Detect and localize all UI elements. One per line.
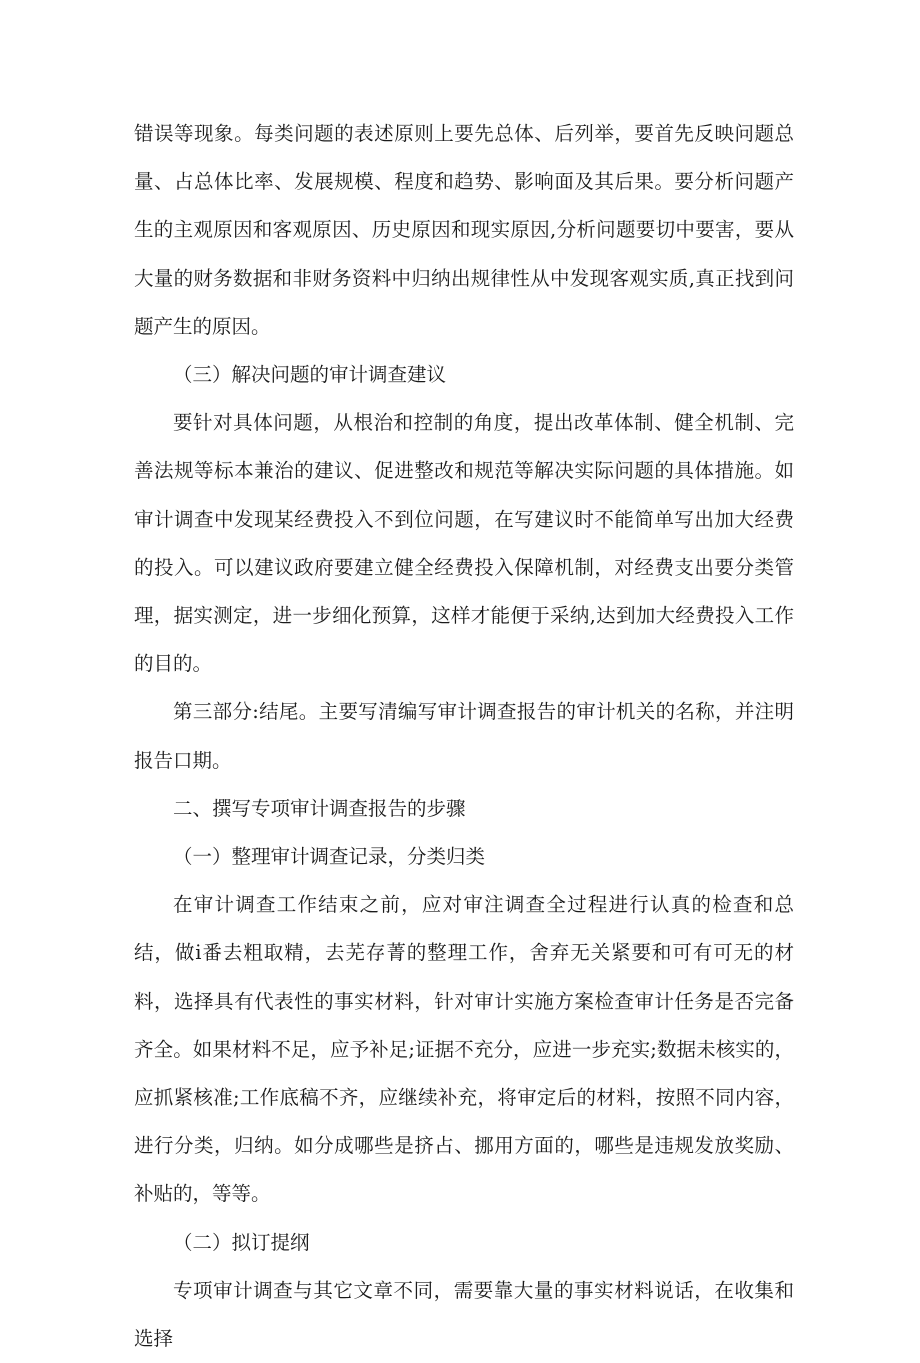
paragraph-outline: 专项审计调查与其它文章不同，需要靠大量的事实材料说话，在收集和选择 xyxy=(134,1278,794,1351)
paragraph-ending: 第三部分:结尾。主要写清编写审计调查报告的审计机关的名称，并注明报告口期。 xyxy=(134,700,794,772)
paragraph-recommendations: 要针对具体问题，从根治和控制的角度，提出改革体制、健全机制、完善法规等标本兼治的建议、促进整改和规范等解决实际问题的具体措施。如审计调查中发现某经费投入不到位问题，在写建议时不能简单写出加大经费的投入。可以建议政府要建立健全经费投入保障机制，对经费支出要分类管理，据实测定，进一步细化预算，这样才能便于采纳,达到加大经费投入工作的目的。 xyxy=(134,411,794,676)
subheading-recommendations: （三）解决问题的审计调查建议 xyxy=(173,363,447,387)
document-body xyxy=(134,110,794,1363)
paragraph-continuation: 错误等现象。每类问题的表述原则上要先总体、后列举，要首先反映问题总量、占总体比率、发展规模、程度和趋势、影响面及其后果。要分析问题产生的主观原因和客观原因、历史原因和现实原因,分析问题要切中要害，要从大量的财务数据和非财务资料中归纳出规律性从中发现客观实质,真正找到问题产生的原因。 xyxy=(134,122,794,338)
paragraph-organize-records: 在审计调查工作结束之前，应对审注调查全过程进行认真的检查和总结，做i番去粗取精，去芜存菁的整理工作，舍弃无关紧要和可有可无的材料，选择具有代表性的事实材料，针对审计实施方案检查审计任务是否完备齐全。如果材料不足，应予补足;证据不充分，应进一步充实;数据未核实的，应抓紧核准;工作底稿不齐，应继续补充，将审定后的材料，按照不同内容，进行分类，归纳。如分成哪些是挤占、挪用方面的，哪些是违规发放奖励、补贴的，等等。 xyxy=(134,893,794,1206)
subheading-organize-records: （一）整理审计调查记录，分类归类 xyxy=(173,845,486,869)
subheading-outline: （二）拟订提纲 xyxy=(173,1230,310,1254)
section-heading-steps: 二、撰写专项审计调查报告的步骤 xyxy=(173,796,466,820)
